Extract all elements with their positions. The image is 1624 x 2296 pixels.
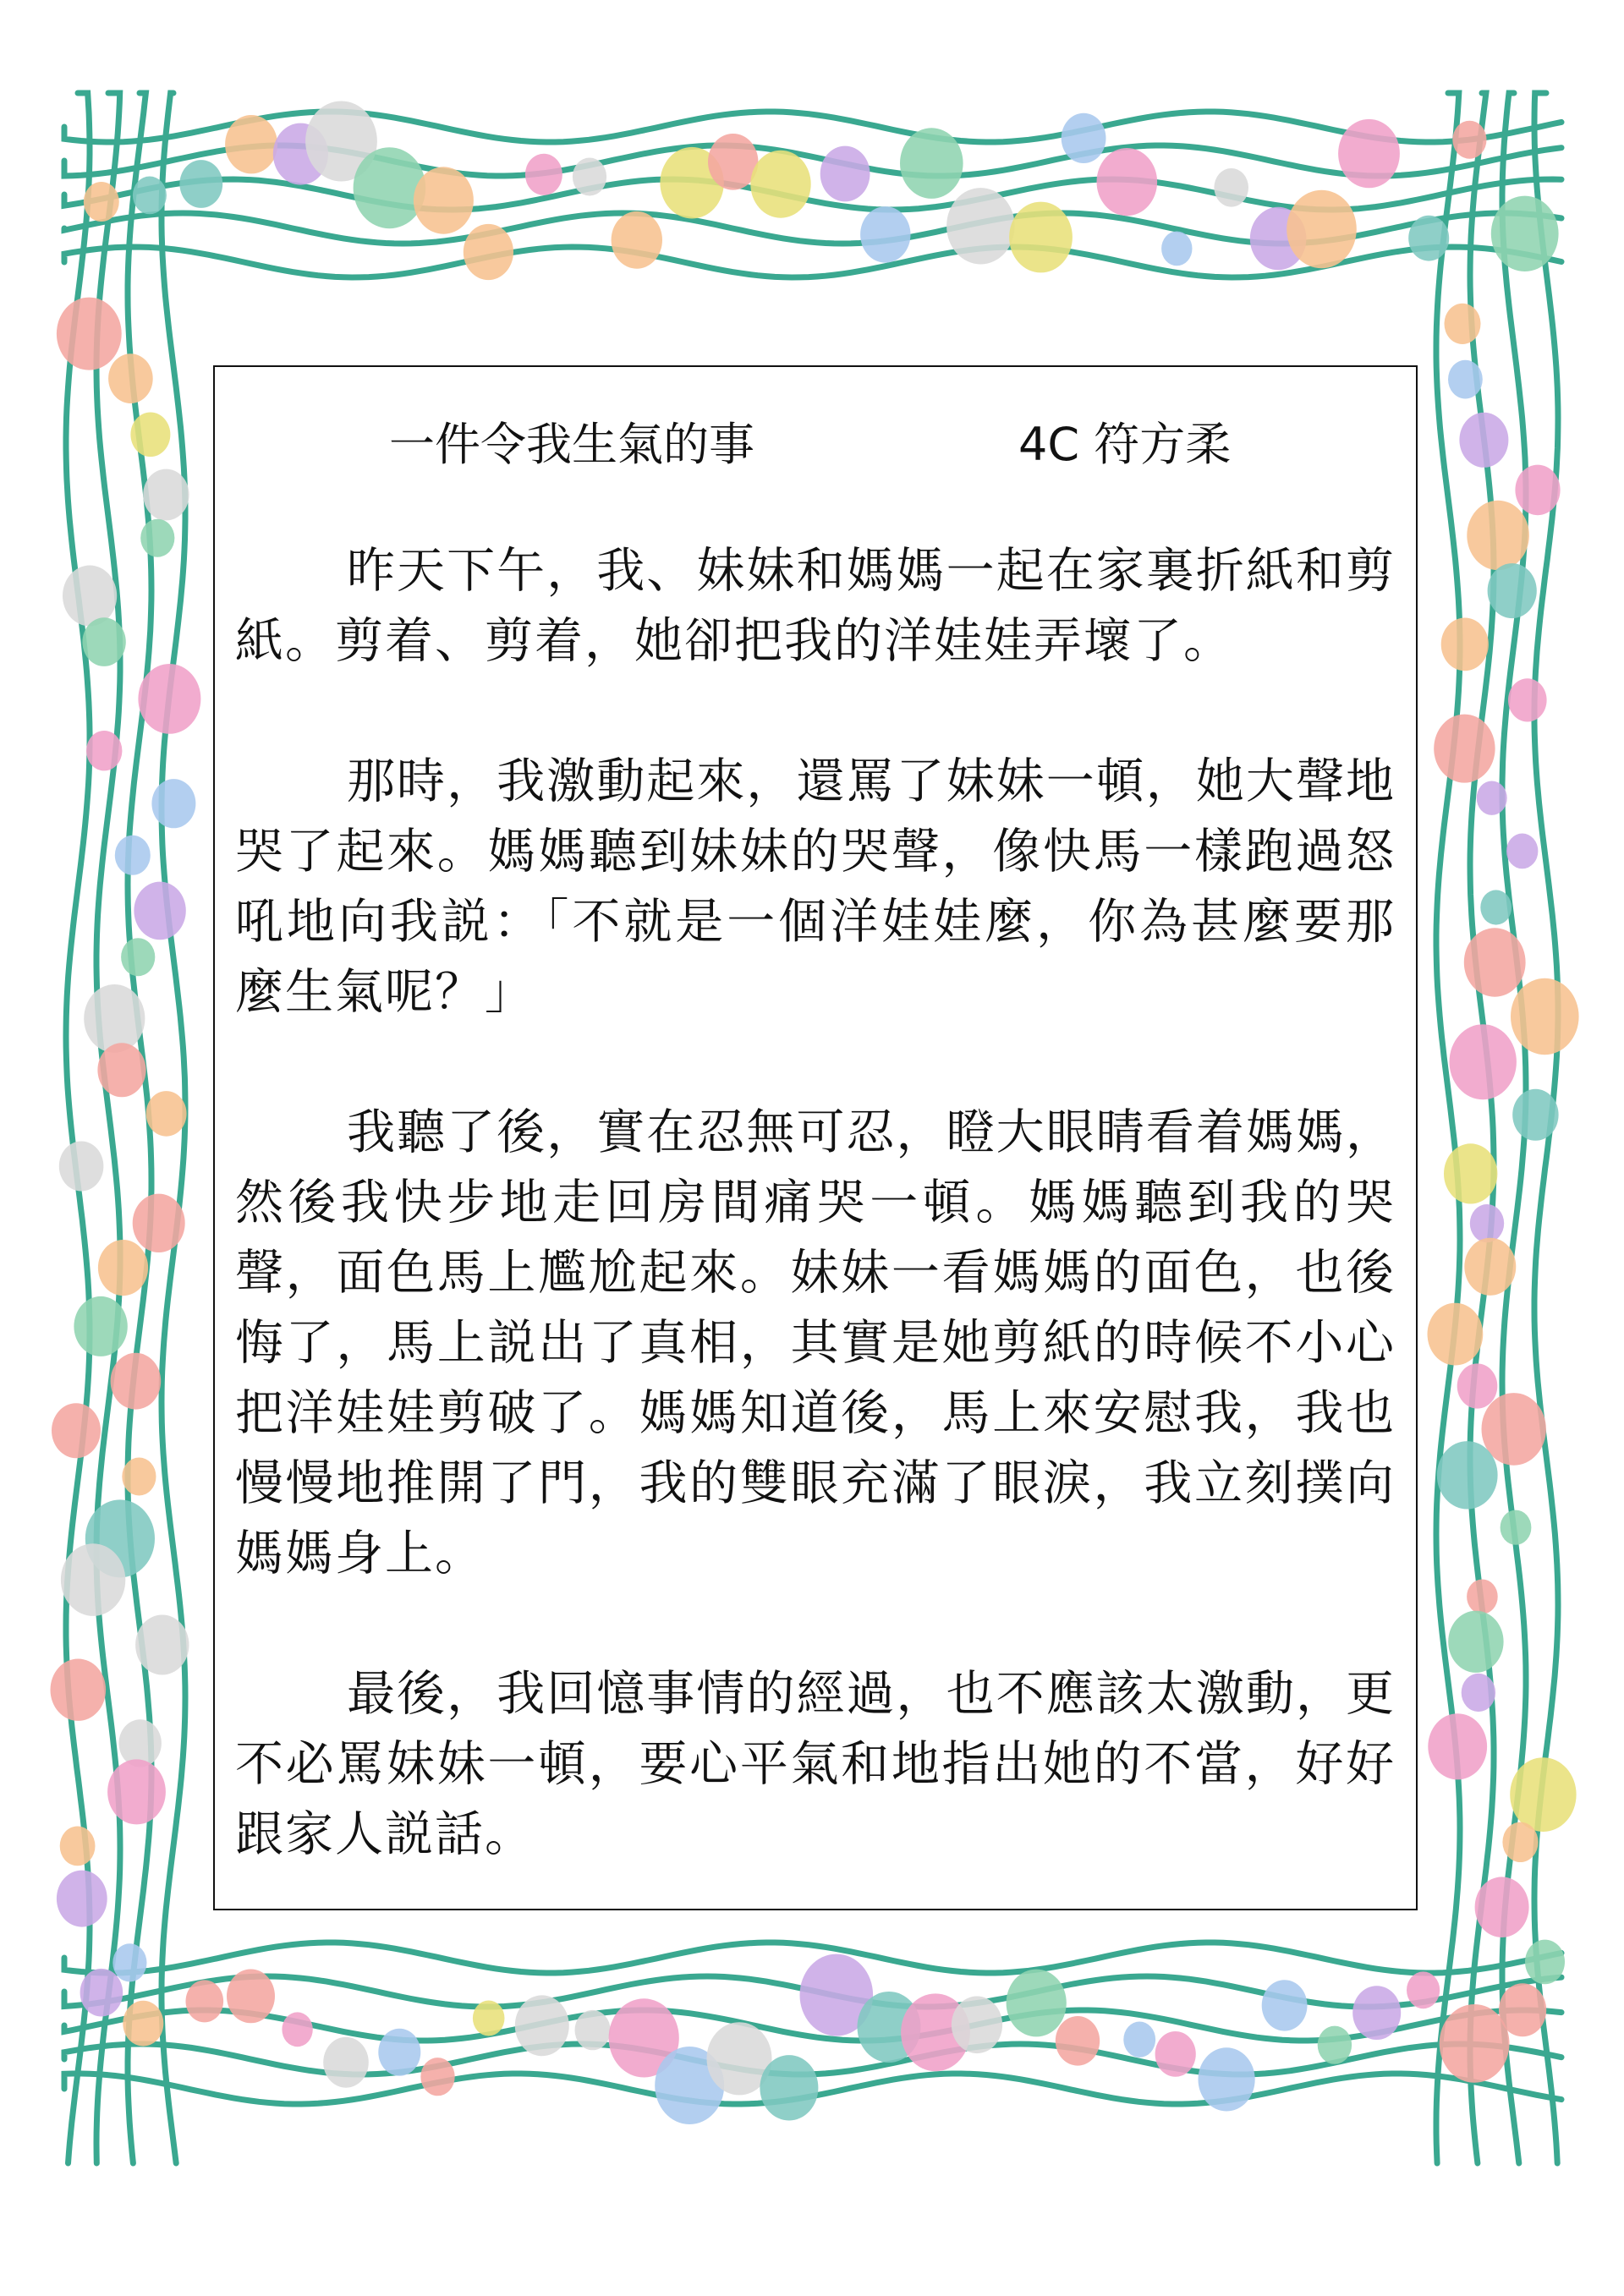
left-stripe	[96, 93, 120, 2163]
border-dot	[420, 2058, 454, 2096]
border-dot	[1318, 2026, 1352, 2064]
essay-title: 一件令我生氣的事	[389, 418, 754, 471]
border-dot	[1448, 1611, 1503, 1673]
border-dot	[123, 2001, 163, 2047]
border-dot	[107, 1759, 166, 1824]
border-dot	[1488, 563, 1537, 618]
border-dot	[1448, 360, 1483, 399]
border-dot	[1155, 2031, 1196, 2077]
border-dot	[1467, 1580, 1498, 1614]
border-dot	[227, 1970, 275, 2024]
border-dot	[98, 1240, 148, 1296]
border-dot	[1475, 1877, 1529, 1937]
border-dot	[1501, 1510, 1532, 1545]
border-dot	[1459, 413, 1508, 468]
left-stripe	[128, 93, 151, 2163]
border-dot	[1450, 1024, 1517, 1099]
border-dot	[1352, 1986, 1401, 2040]
border-dot	[354, 147, 426, 228]
border-dot	[1287, 190, 1357, 269]
border-dot	[1480, 890, 1512, 924]
border-dot	[151, 779, 195, 828]
border-dot	[1214, 168, 1248, 207]
border-dot	[612, 211, 662, 269]
border-dot	[1445, 304, 1481, 344]
border-dot	[1462, 1674, 1495, 1712]
border-dot	[282, 2012, 312, 2047]
border-dot	[1457, 1363, 1498, 1408]
border-dot	[57, 298, 122, 370]
border-dot	[1009, 202, 1073, 273]
border-dot	[84, 182, 119, 222]
border-dot	[1440, 2004, 1510, 2083]
border-dot	[1437, 1441, 1498, 1509]
border-dot	[1506, 834, 1538, 869]
border-dot	[1467, 501, 1529, 570]
border-dot	[1510, 1757, 1576, 1832]
border-dot	[86, 731, 122, 770]
border-dot	[51, 1659, 107, 1721]
border-dot	[1499, 1983, 1546, 2036]
border-dot	[1525, 1940, 1565, 1985]
border-dot	[138, 664, 200, 734]
border-dot	[1056, 2016, 1100, 2066]
border-dot	[1470, 1204, 1504, 1242]
essay-paragraph-2: 那時，我激動起來，還罵了妹妹一頓，她大聲地哭了起來。媽媽聽到妹妹的哭聲，像快馬一樣跑過怒吼地向我説：「不就是一個洋娃娃麼，你為甚麼要那麼生氣呢？」	[235, 753, 1396, 1020]
border-dot	[134, 882, 185, 940]
border-dot	[1512, 1089, 1558, 1141]
border-dot	[59, 1142, 104, 1192]
border-dot	[1464, 1238, 1516, 1296]
border-dot	[1199, 2047, 1255, 2111]
right-stripe	[1436, 93, 1460, 2163]
border-dot	[111, 1353, 162, 1410]
border-dot	[60, 1827, 96, 1866]
essay-paragraph-1: 昨天下午，我、妹妹和媽媽一起在家裏折紙和剪紙。剪着、剪着，她卻把我的洋娃娃弄壞了。	[235, 543, 1396, 669]
border-dot	[1262, 1980, 1308, 2030]
border-dot	[1123, 2022, 1155, 2058]
border-dot	[1502, 1822, 1538, 1862]
border-dot	[860, 206, 910, 263]
border-dot	[61, 1543, 125, 1616]
border-dot	[133, 1194, 185, 1252]
border-dot	[74, 1296, 127, 1356]
border-dot	[52, 1403, 101, 1458]
border-dot	[573, 158, 606, 196]
border-dot	[750, 151, 810, 218]
border-dot	[1464, 928, 1526, 996]
border-dot	[900, 128, 963, 199]
border-dot	[515, 1995, 569, 2056]
border-dot	[1515, 465, 1560, 516]
border-dot	[1062, 113, 1106, 163]
border-dot	[820, 146, 870, 202]
border-dot	[140, 519, 174, 557]
border-dot	[1408, 216, 1449, 261]
border-dot	[186, 1980, 224, 2022]
border-dot	[1428, 1303, 1484, 1366]
essay-box	[213, 365, 1418, 1910]
border-dot	[323, 2037, 369, 2088]
right-stripe	[1470, 93, 1494, 2163]
border-dot	[121, 938, 155, 976]
border-dot	[115, 836, 151, 875]
border-dot	[63, 566, 117, 627]
border-dot	[135, 1615, 189, 1675]
border-dot	[575, 2010, 611, 2050]
border-dot	[146, 1091, 187, 1137]
border-dot	[1338, 119, 1400, 188]
border-dot	[1407, 1971, 1440, 2008]
border-dot	[112, 1943, 146, 1981]
border-dot	[525, 154, 562, 195]
border-dot	[1508, 678, 1547, 721]
border-dot	[1007, 1970, 1067, 2037]
border-dot	[952, 1997, 1002, 2054]
border-dot	[225, 115, 277, 173]
border-dot	[143, 469, 189, 521]
border-dot	[473, 2001, 505, 2036]
title-line	[235, 414, 1396, 475]
border-dot	[1097, 148, 1158, 216]
border-dot	[84, 984, 145, 1053]
border-dot	[1161, 232, 1192, 266]
border-dot	[80, 1969, 123, 2017]
border-dot	[1441, 618, 1489, 671]
border-dot	[464, 224, 513, 280]
border-dot	[179, 160, 222, 208]
border-dot	[1491, 196, 1559, 271]
essay-author: 4C 符方柔	[1018, 418, 1232, 471]
border-dot	[378, 2029, 420, 2076]
border-dot	[1444, 1143, 1497, 1203]
border-dot	[57, 1871, 107, 1927]
border-dot	[1428, 1713, 1487, 1779]
border-dot	[1477, 781, 1507, 815]
border-dot	[760, 2055, 818, 2120]
border-dot	[1511, 978, 1579, 1055]
border-dot	[1434, 715, 1495, 783]
border-dot	[1452, 121, 1486, 159]
border-dot	[108, 353, 153, 403]
border-dot	[130, 413, 170, 458]
border-dot	[946, 188, 1015, 264]
essay-paragraph-4: 最後，我回憶事情的經過，也不應該太激動，更不必罵妹妹一頓，要心平氣和地指出她的不當，好好跟家人説話。	[235, 1666, 1396, 1862]
border-dot	[82, 617, 125, 666]
essay-paragraph-3: 我聽了後，實在忍無可忍，瞪大眼睛看着媽媽，然後我快步地走回房間痛哭一頓。媽媽聽到我的哭聲，面色馬上尷尬起來。妹妹一看媽媽的面色，也後悔了，馬上説出了真相，其實是她剪紙的時候不小心把洋娃娃剪破了。媽媽知道後，馬上來安慰我，我也慢慢地推開了門，我的雙眼充滿了眼淚，我立刻撲向媽媽身上。	[235, 1104, 1396, 1581]
border-dot	[122, 1458, 156, 1496]
border-dot	[97, 1043, 145, 1097]
border-dot	[133, 177, 167, 215]
border-dot	[414, 167, 474, 233]
